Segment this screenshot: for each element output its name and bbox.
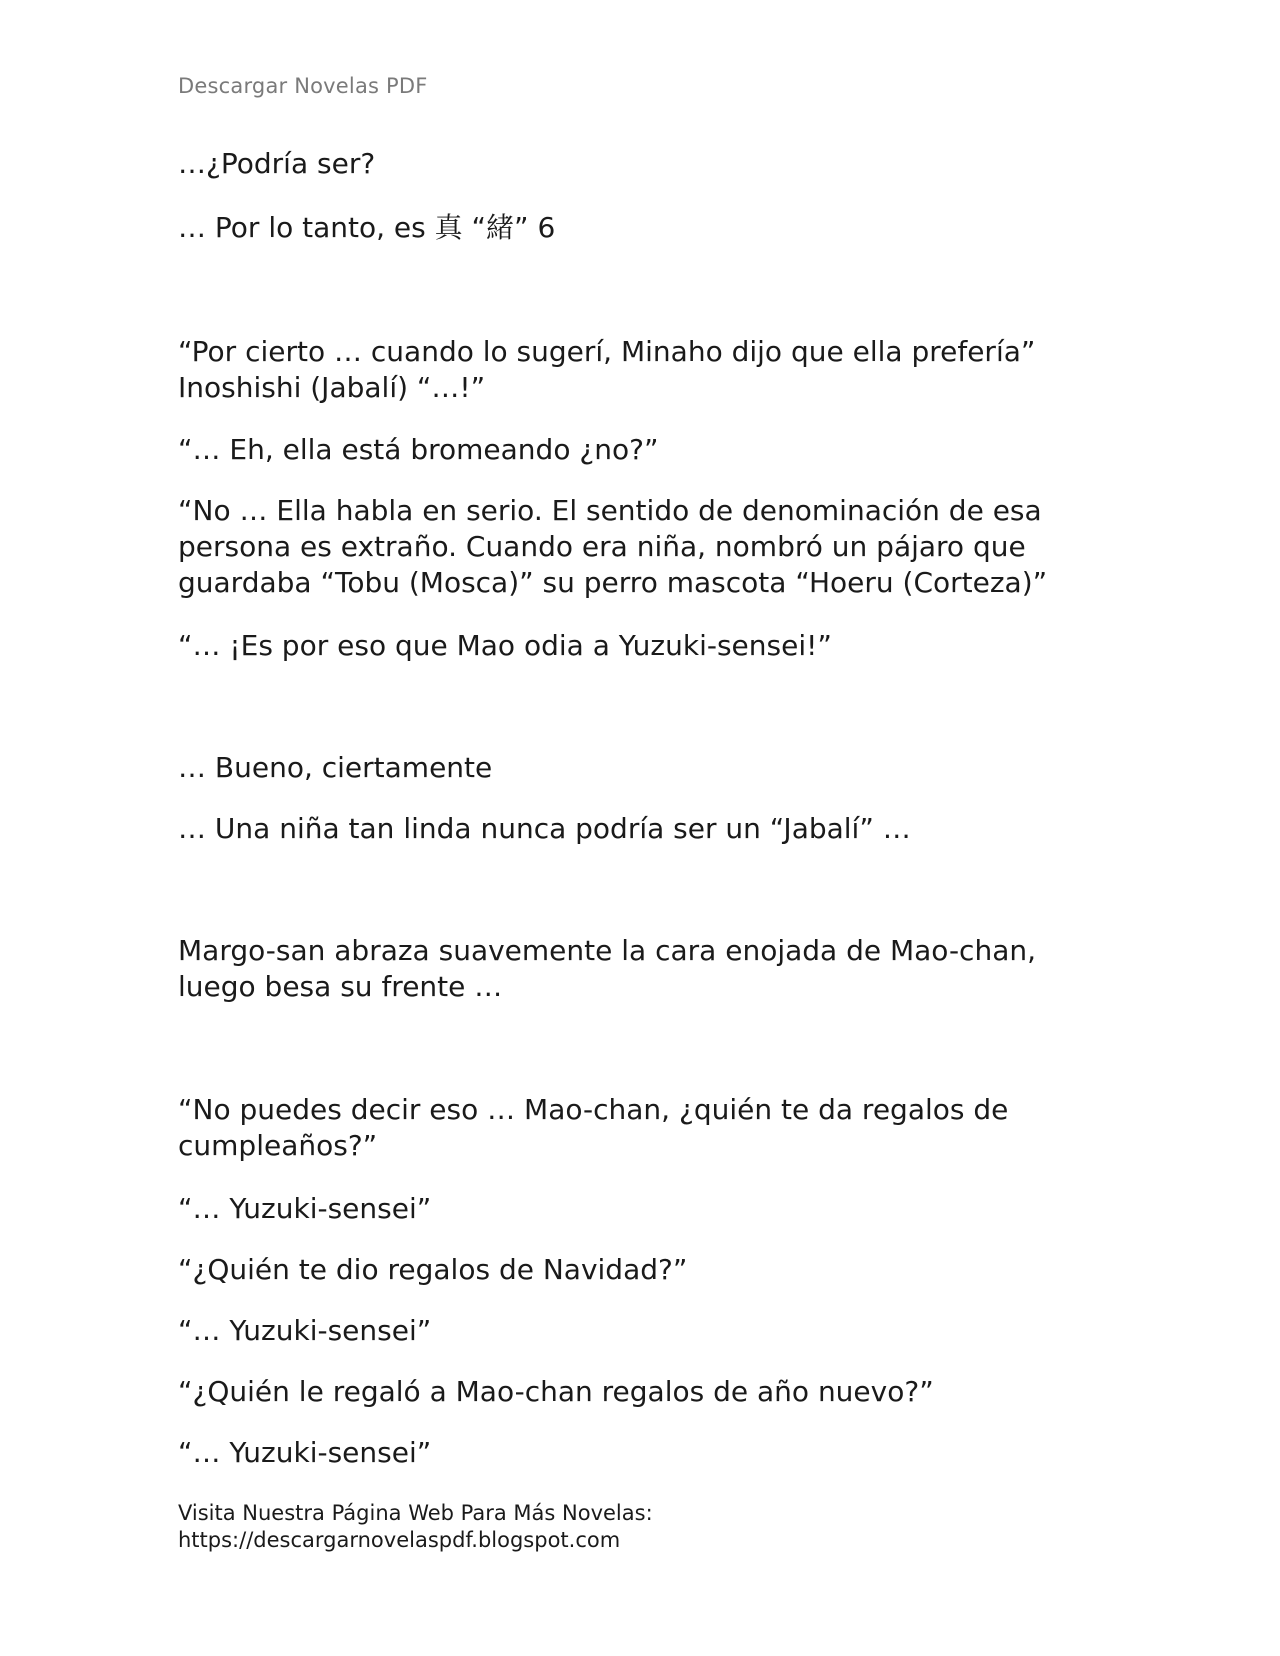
footer-url-link[interactable]: https://descargarnovelaspdf.blogspot.com: [178, 1528, 621, 1552]
paragraph-2: … Por lo tanto, es 真 “緒” 6: [178, 211, 556, 244]
paragraph-15: “… Yuzuki-sensei”: [178, 1436, 432, 1469]
paragraph-10: “No puedes decir eso … Mao-chan, ¿quién te da regalos de cumpleaños?”: [178, 1093, 1009, 1162]
page-header: Descargar Novelas PDF: [178, 74, 428, 98]
paragraph-1: …¿Podría ser?: [178, 147, 376, 180]
footer-promo-text: Visita Nuestra Página Web Para Más Novelas:: [178, 1501, 653, 1525]
paragraph-9: Margo-san abraza suavemente la cara enojada de Mao-chan, luego besa su frente …: [178, 934, 1037, 1003]
paragraph-13: “… Yuzuki-sensei”: [178, 1314, 432, 1347]
paragraph-5: “No … Ella habla en serio. El sentido de denominación de esa persona es extraño. Cuando era niña, nombró un pájaro que guardaba “Tobu (Mosca)” su perro mascota “Hoeru (Corteza)”: [178, 494, 1048, 599]
paragraph-12: “¿Quién te dio regalos de Navidad?”: [178, 1253, 688, 1286]
paragraph-3: “Por cierto … cuando lo sugerí, Minaho dijo que ella prefería” Inoshishi (Jabalí) “…!”: [178, 335, 1036, 404]
paragraph-4: “… Eh, ella está bromeando ¿no?”: [178, 433, 659, 466]
paragraph-11: “… Yuzuki-sensei”: [178, 1192, 432, 1225]
paragraph-6: “… ¡Es por eso que Mao odia a Yuzuki-sensei!”: [178, 629, 832, 662]
paragraph-14: “¿Quién le regaló a Mao-chan regalos de año nuevo?”: [178, 1375, 934, 1408]
page-footer: [178, 1500, 653, 1554]
paragraph-7: … Bueno, ciertamente: [178, 751, 493, 784]
paragraph-8: … Una niña tan linda nunca podría ser un “Jabalí” …: [178, 812, 911, 845]
